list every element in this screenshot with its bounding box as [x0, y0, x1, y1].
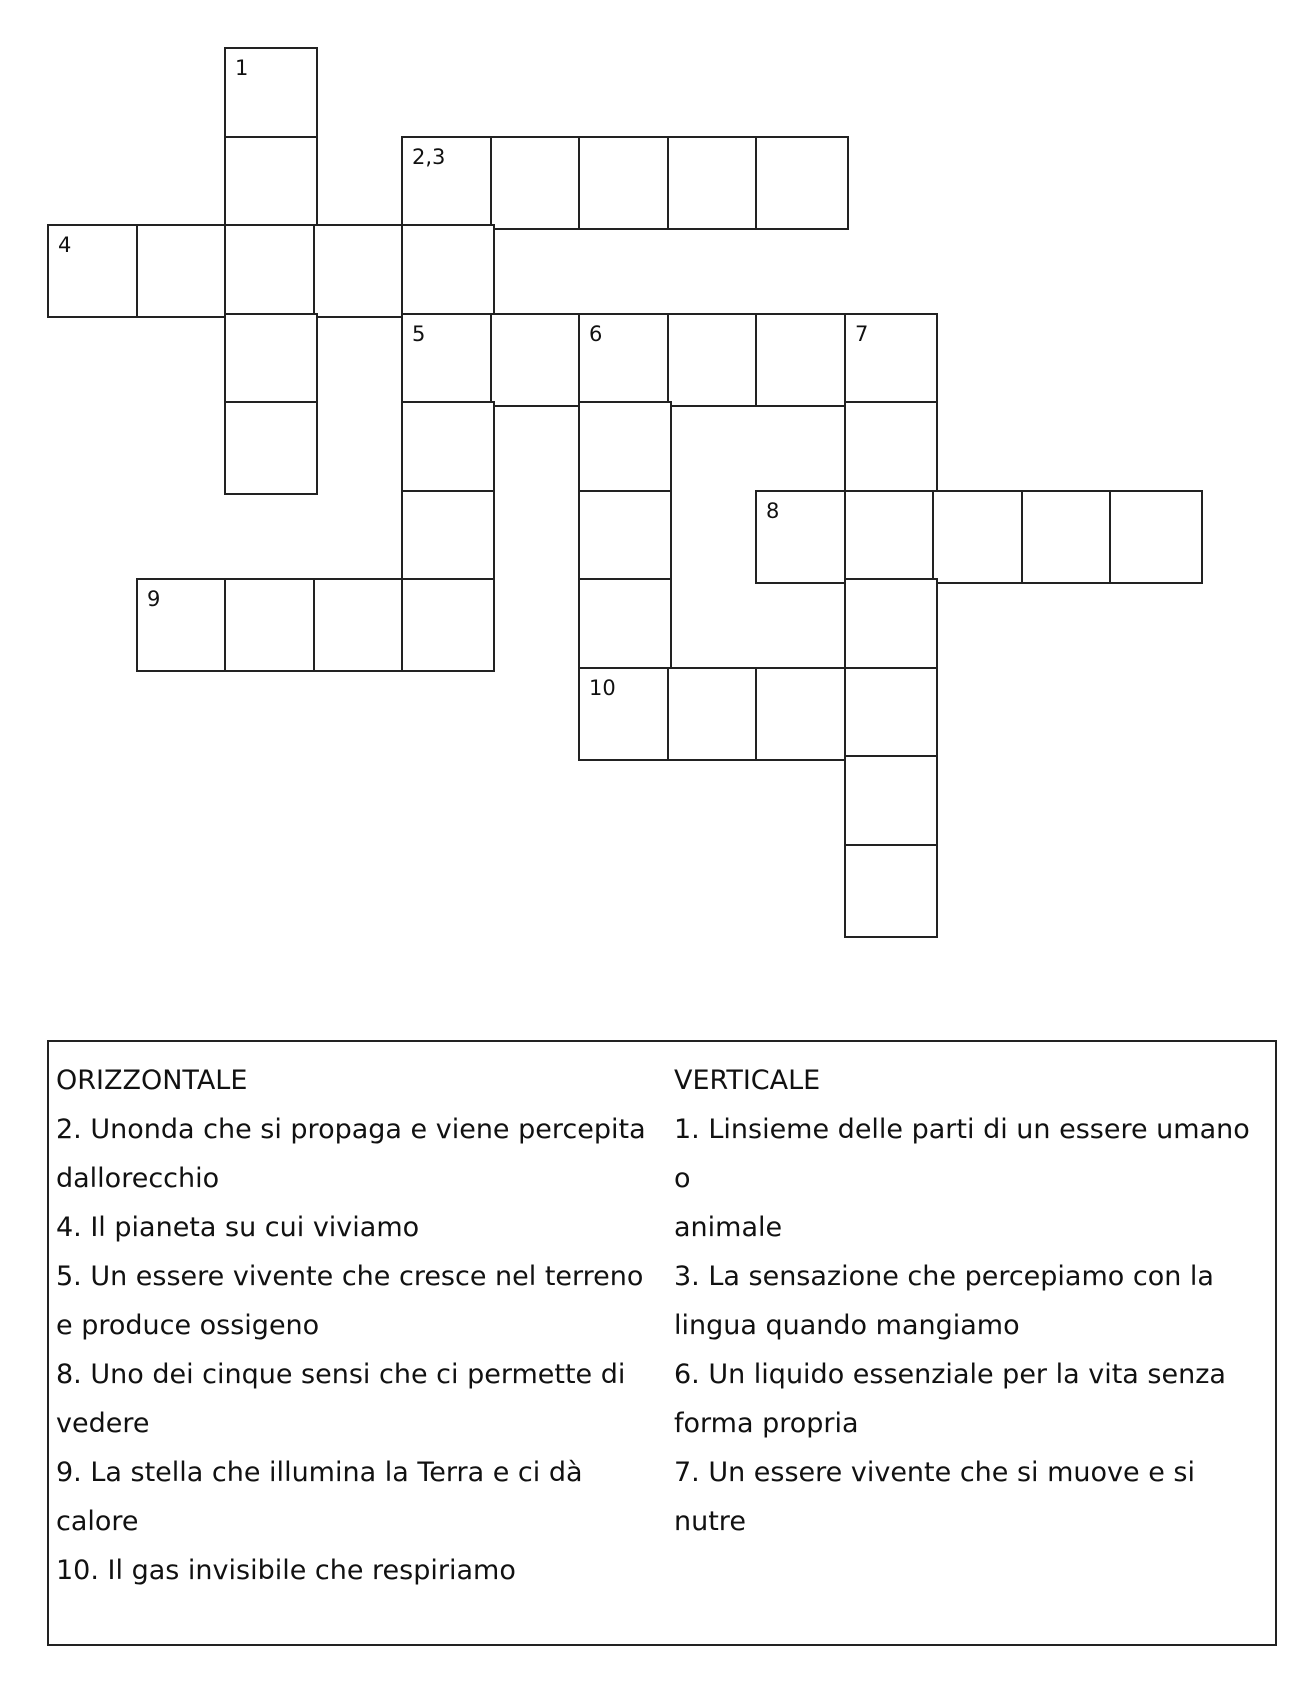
crossword-cell[interactable] — [844, 844, 938, 938]
crossword-cell[interactable] — [401, 224, 495, 318]
crossword-cell[interactable] — [224, 136, 318, 230]
across-clues — [56, 1056, 656, 1595]
crossword-cell[interactable] — [844, 313, 938, 407]
across-clue-line: 5. Un essere vivente che cresce nel terreno — [56, 1261, 644, 1292]
clue-number: 7 — [855, 322, 869, 346]
clues-box — [47, 1040, 1277, 1646]
clue-number: 2,3 — [412, 145, 446, 169]
down-clue-line: 3. La sensazione che percepiamo con la — [674, 1261, 1214, 1292]
crossword-cell[interactable] — [401, 401, 495, 495]
across-clue-line: 9. La stella che illumina la Terra e ci dà — [56, 1457, 583, 1488]
down-clue-line: animale — [674, 1212, 783, 1243]
across-clue-line: 10. Il gas invisibile che respiriamo — [56, 1555, 516, 1586]
crossword-cell[interactable] — [578, 578, 672, 672]
across-title: ORIZZONTALE — [56, 1065, 248, 1096]
crossword-cell[interactable] — [1109, 490, 1203, 584]
down-clue-line: lingua quando mangiamo — [674, 1310, 1020, 1341]
crossword-cell[interactable] — [578, 136, 672, 230]
crossword-cell[interactable] — [667, 313, 761, 407]
crossword-cell[interactable] — [1021, 490, 1115, 584]
crossword-cell[interactable] — [844, 490, 938, 584]
crossword-cell[interactable] — [578, 401, 672, 495]
across-clue-line: calore — [56, 1506, 139, 1537]
crossword-cell[interactable] — [490, 313, 584, 407]
crossword-cell[interactable] — [844, 578, 938, 672]
crossword-cell[interactable] — [667, 667, 761, 761]
crossword-cell[interactable] — [932, 490, 1026, 584]
crossword-cell[interactable] — [401, 578, 495, 672]
across-clue-line: vedere — [56, 1408, 150, 1439]
crossword-cell[interactable] — [578, 490, 672, 584]
crossword-cell[interactable] — [578, 313, 672, 407]
crossword-cell[interactable] — [401, 313, 495, 407]
crossword-cell[interactable] — [224, 224, 318, 318]
crossword-cell[interactable] — [667, 136, 761, 230]
crossword-cell[interactable] — [755, 136, 849, 230]
across-clue-line: dallorecchio — [56, 1163, 220, 1194]
crossword-cell[interactable] — [755, 313, 849, 407]
crossword-cell[interactable] — [47, 224, 141, 318]
crossword-cell[interactable] — [224, 578, 318, 672]
crossword-cell[interactable] — [490, 136, 584, 230]
crossword-cell[interactable] — [401, 136, 495, 230]
down-clue-line: forma propria — [674, 1408, 859, 1439]
crossword-cell[interactable] — [313, 224, 407, 318]
crossword-cell[interactable] — [755, 667, 849, 761]
across-clue-line: 2. Unonda che si propaga e viene percepita — [56, 1114, 646, 1145]
crossword-cell[interactable] — [224, 401, 318, 495]
clue-number: 1 — [235, 56, 249, 80]
crossword-cell[interactable] — [224, 313, 318, 407]
down-title: VERTICALE — [674, 1065, 821, 1096]
clue-number: 6 — [589, 322, 603, 346]
down-clues — [674, 1056, 1274, 1546]
crossword-cell[interactable] — [844, 401, 938, 495]
down-list — [674, 1105, 1274, 1546]
down-clue-line: 6. Un liquido essenziale per la vita senza — [674, 1359, 1226, 1390]
down-clue-line: 1. Linsieme delle parti di un essere umano o — [674, 1114, 1250, 1194]
across-clue-line: e produce ossigeno — [56, 1310, 320, 1341]
crossword-cell[interactable] — [401, 490, 495, 584]
across-clue-line: 8. Uno dei cinque sensi che ci permette di — [56, 1359, 626, 1390]
clue-number: 5 — [412, 322, 426, 346]
crossword-cell[interactable] — [844, 667, 938, 761]
crossword-cell[interactable] — [136, 578, 230, 672]
crossword-cell[interactable] — [844, 755, 938, 849]
clue-number: 4 — [58, 233, 72, 257]
clue-number: 8 — [766, 499, 780, 523]
crossword-cell[interactable] — [578, 667, 672, 761]
crossword-cell[interactable] — [136, 224, 230, 318]
crossword-cell[interactable] — [313, 578, 407, 672]
clue-number: 9 — [147, 587, 161, 611]
crossword-cell[interactable] — [224, 47, 318, 141]
down-clue-line: 7. Un essere vivente che si muove e si nutre — [674, 1457, 1195, 1537]
clue-number: 10 — [589, 676, 616, 700]
crossword-cell[interactable] — [755, 490, 849, 584]
across-list — [56, 1105, 656, 1595]
across-clue-line: 4. Il pianeta su cui viviamo — [56, 1212, 420, 1243]
